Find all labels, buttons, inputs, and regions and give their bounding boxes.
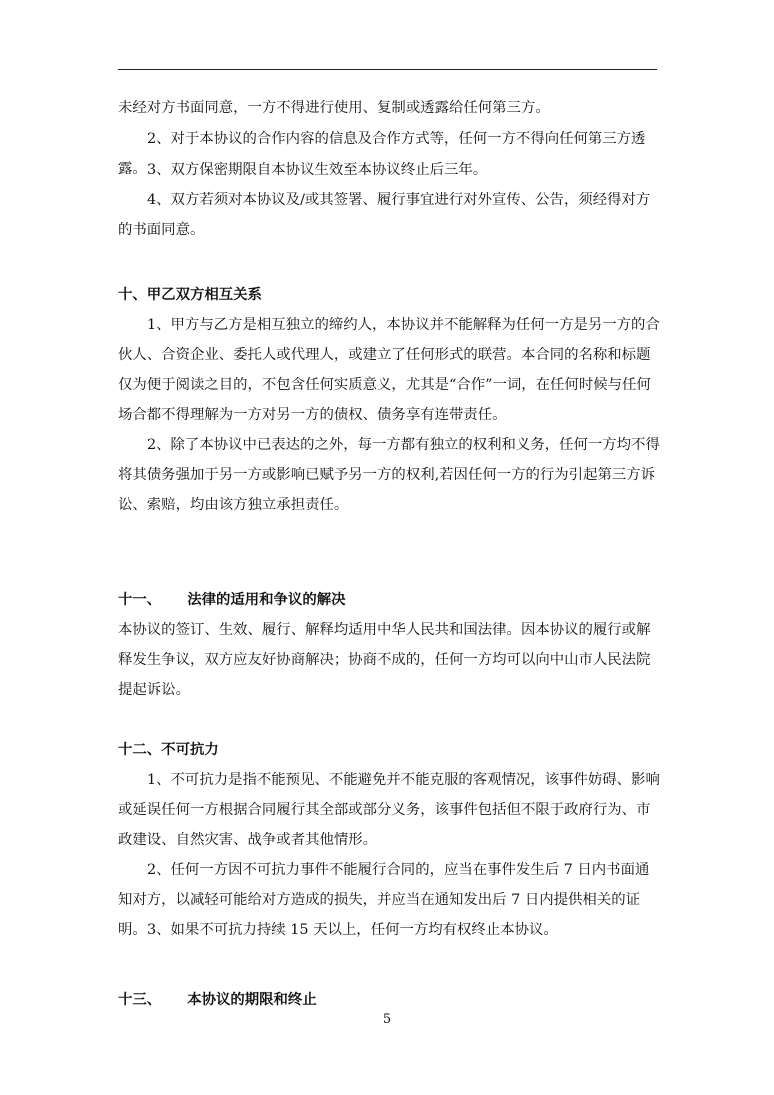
paragraph: 2、除了本协议中已表达的之外，每一方都有独立的权利和义务，任何一方均不得将其债务强加于另一方或影响已赋予另一方的权利,若因任何一方的行为引起第三方诉讼、索赔，均由该方独立承担责任。 (118, 437, 660, 513)
section-heading: 十二、不可抗力 (118, 742, 219, 758)
paragraph: 未经对方书面同意，一方不得进行使用、复制或透露给任何第三方。 (118, 100, 550, 116)
paragraph: 3、如果不可抗力持续 15 天以上，任何一方均有权终止本协议。 (147, 922, 558, 938)
section-heading (118, 985, 317, 1015)
paragraph: 1、不可抗力是指不能预见、不能避免并不能克服的客观情况，该事件妨碍、影响或延误任何一方根据合同履行其全部或部分义务，该事件包括但不限于政府行为、市政建设、自然灾害、战争或者其他情形。 (118, 772, 660, 848)
section-heading-text: 本协议的期限和终止 (187, 992, 317, 1008)
paragraph: 2、任何一方因不可抗力事件不能履行合同的，应当在事件发生后 7 日内书面通知对方，以减轻可能给对方造成的损失，并应当在通知发出后 7 日内提供相关的证明。 (118, 862, 650, 938)
section-heading-text: 法律的适用和争议的解决 (187, 592, 346, 608)
section-heading (118, 585, 346, 615)
section-heading-number: 十三、 (118, 992, 162, 1008)
page-number: 5 (382, 1012, 392, 1027)
section-heading-number: 十一、 (118, 592, 162, 608)
header-rule (118, 69, 657, 70)
section-heading: 十、甲乙双方相互关系 (118, 287, 262, 303)
paragraph: 2、对于本协议的合作内容的信息及合作方式等，任何一方不得向任何第三方透露。 (118, 131, 646, 177)
paragraph: 4、双方若须对本协议及/或其签署、履行事宜进行对外宣传、公告，须经得对方的书面同意。 (118, 192, 651, 238)
paragraph: 本协议的签订、生效、履行、解释均适用中华人民共和国法律。因本协议的履行或解释发生争议，双方应友好协商解决；协商不成的，任何一方均可以向中山市人民法院提起诉讼。 (118, 622, 651, 698)
paragraph: 3、双方保密期限自本协议生效至本协议终止后三年。 (147, 162, 488, 178)
paragraph: 1、甲方与乙方是相互独立的缔约人，本协议并不能解释为任何一方是另一方的合伙人、合资企业、委托人或代理人，或建立了任何形式的联营。本合同的名称和标题仅为便于阅读之目的，不包含任何实质意义，尤其是“合作”一词，在任何时候与任何场合都不得理解为一方对另一方的债权、债务享有连带责任。 (118, 317, 660, 423)
